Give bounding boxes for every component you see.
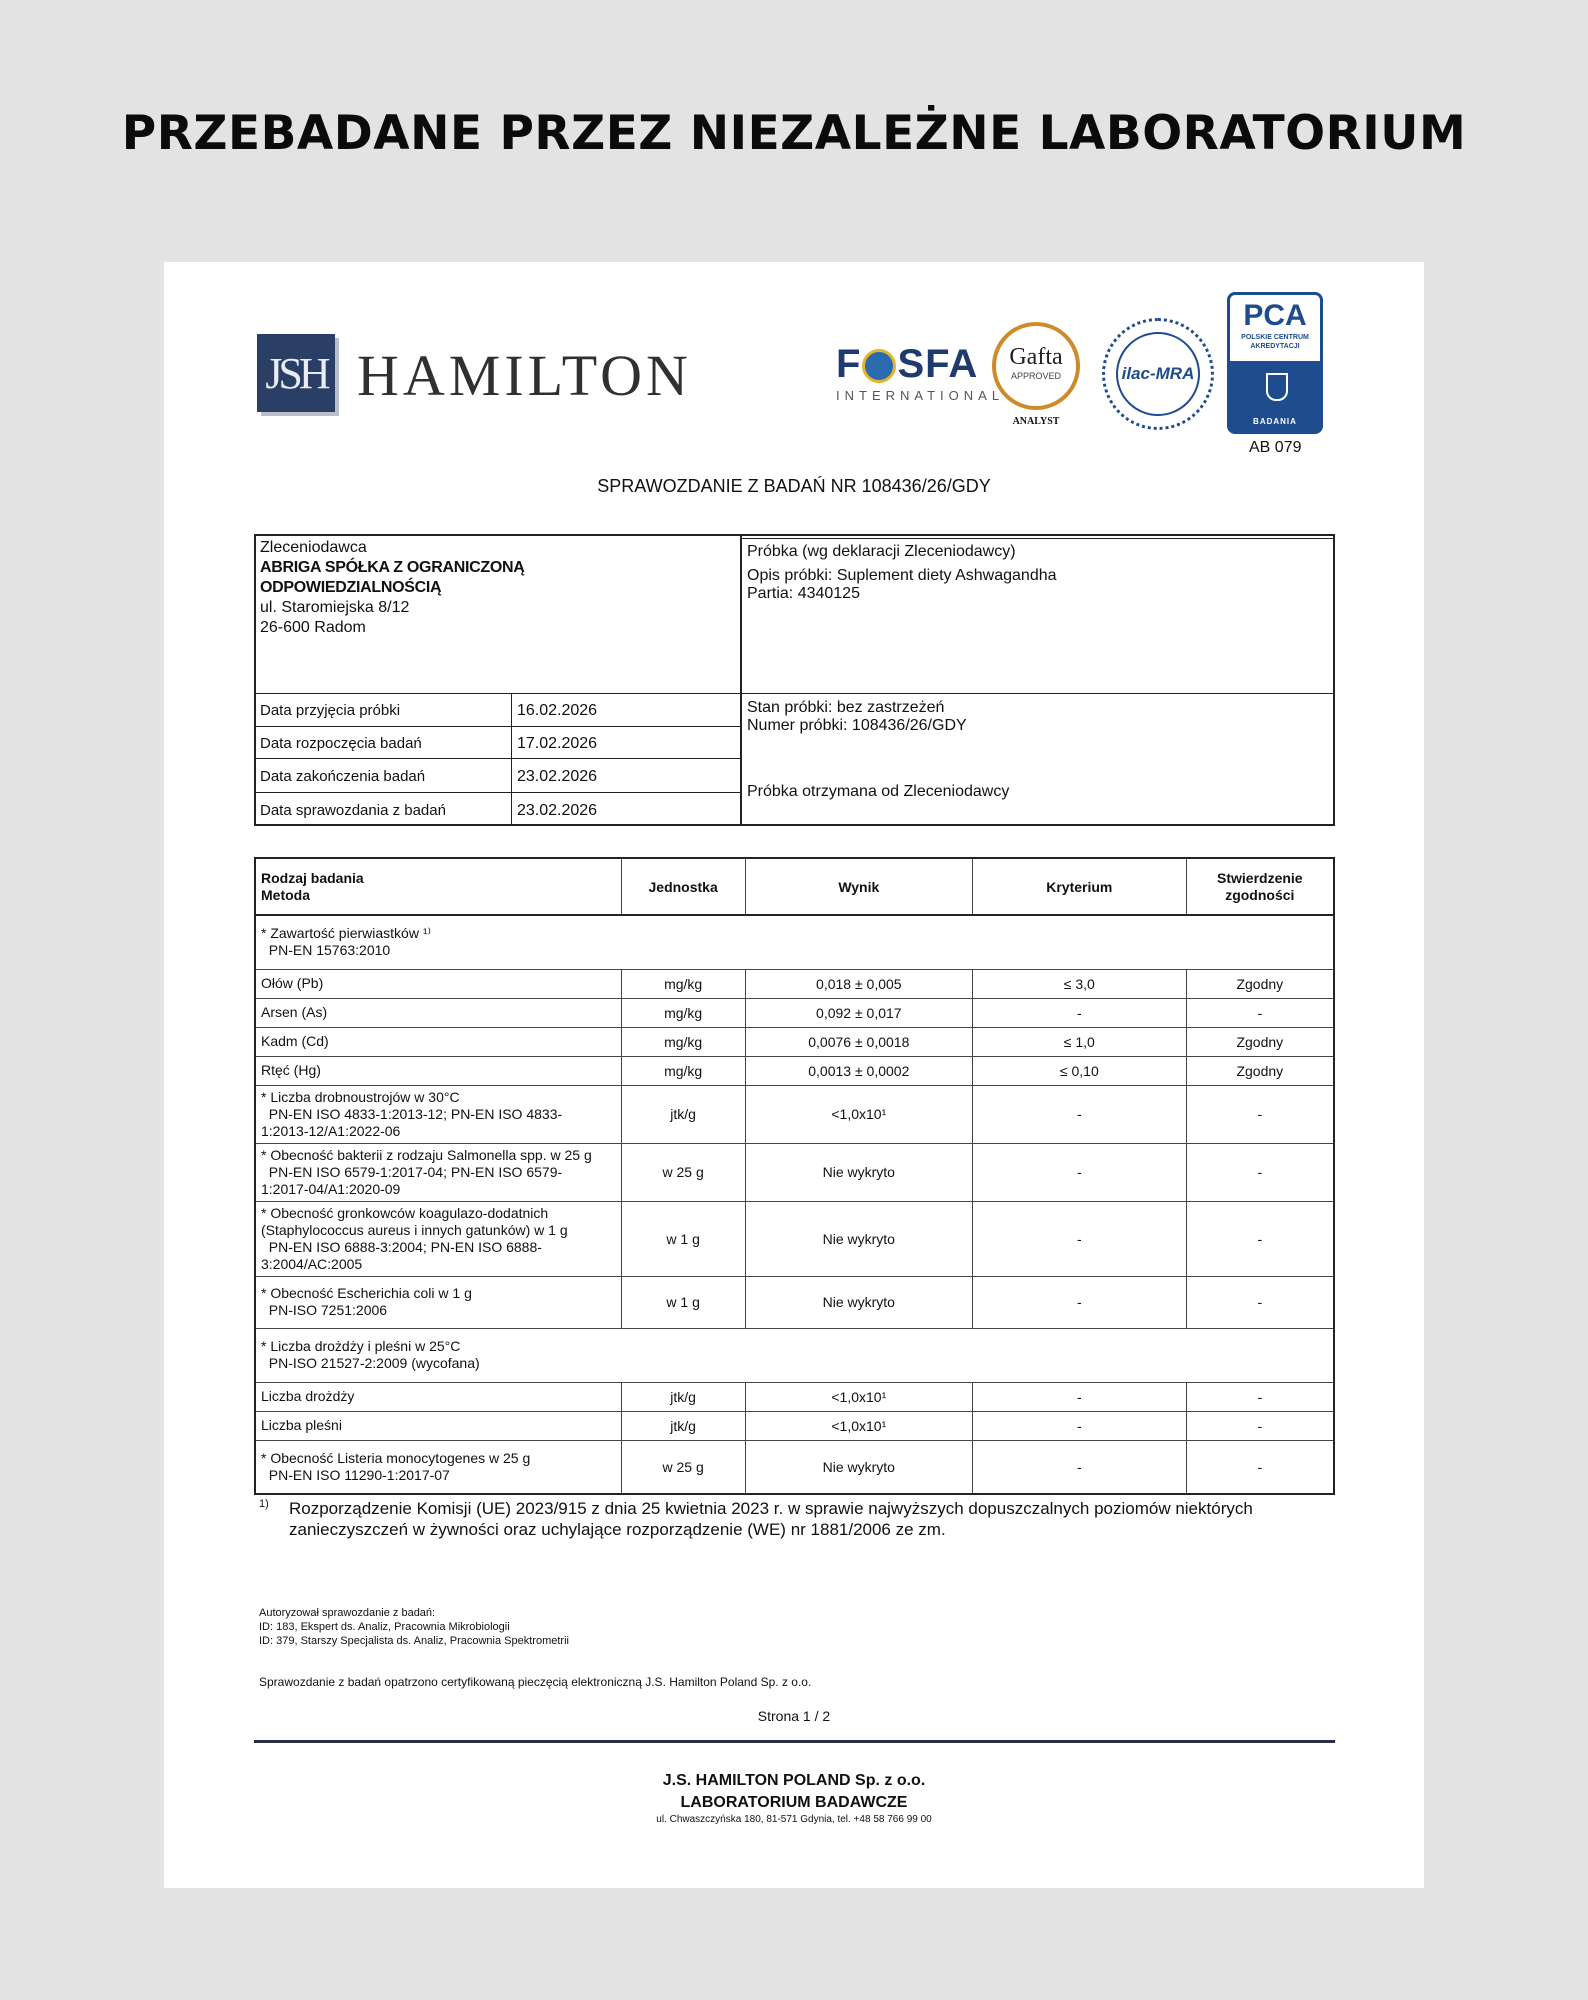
date-value: 17.02.2026: [517, 735, 598, 752]
table-row: * Obecność Escherichia coli w 1 g PN-ISO 7251:2006 w 1 g Nie wykryto - -: [255, 1276, 1334, 1328]
hamilton-logo-text: HAMILTON: [357, 343, 692, 408]
results-table: [254, 857, 1335, 1495]
date-label: Data przyjęcia próbki: [260, 702, 401, 719]
flask-icon: [1266, 373, 1288, 401]
section-row: * Liczba drożdży i pleśni w 25°C PN-ISO 21527-2:2009 (wycofana): [255, 1328, 1334, 1382]
date-value: 23.02.2026: [517, 802, 598, 819]
gafta-logo: Gafta APPROVED: [992, 322, 1080, 410]
table-row: * Obecność gronkowców koagulazo-dodatnich (Staphylococcus aureus i innych gatunków) w 1 g PN-EN ISO 6888-3:2004; PN-EN ISO 6888- 3:2004/AC:2005 w 1 g Nie wykryto - -: [255, 1201, 1334, 1276]
fosfa-logo: F SFA: [836, 342, 979, 386]
header-criterion: Kryterium: [973, 858, 1187, 915]
report-info-block: [254, 534, 1335, 826]
hamilton-logo-mark: JSH: [257, 334, 335, 412]
client-city: 26-600 Radom: [260, 619, 366, 636]
sample-description: Opis próbki: Suplement diety Ashwagandha: [747, 567, 1057, 584]
ilac-mra-logo: ilac-MRA: [1102, 318, 1214, 430]
client-name-line1: ABRIGA SPÓŁKA Z OGRANICZONĄ: [260, 559, 525, 576]
footnote-text: Rozporządzenie Komisji (UE) 2023/915 z dnia 25 kwietnia 2023 r. w sprawie najwyższych dopuszczalnych poziomów niektórych zanieczyszczeń w żywności oraz uchylające rozporządzenie (WE) nr 1881/2006 ze zm.: [289, 1499, 1253, 1539]
header-test-type: Rodzaj badania Metoda: [255, 858, 621, 915]
report-title: SPRAWOZDANIE Z BADAŃ NR 108436/26/GDY: [597, 476, 991, 496]
client-label: Zleceniodawca: [260, 539, 367, 556]
sample-batch: Partia: 4340125: [747, 585, 860, 602]
sample-label: Próbka (wg deklaracji Zleceniodawcy): [747, 543, 1016, 560]
table-row: * Obecność Listeria monocytogenes w 25 g PN-EN ISO 11290-1:2017-07 w 25 g Nie wykryto - -: [255, 1440, 1334, 1494]
table-row: Liczba pleśni jtk/g <1,0x10¹ - -: [255, 1411, 1334, 1440]
table-row: * Obecność bakterii z rodzaju Salmonella spp. w 25 g PN-EN ISO 6579-1:2017-04; PN-EN ISO 6579- 1:2017-04/A1:2020-09 w 25 g Nie wykryto - -: [255, 1143, 1334, 1201]
electronic-seal-note: Sprawozdanie z badań opatrzono certyfikowaną pieczęcią elektroniczną J.S. Hamilton Poland Sp. z o.o.: [259, 1675, 812, 1689]
table-header-row: [255, 858, 1334, 915]
header-conformity: Stwierdzenie zgodności: [1186, 858, 1334, 915]
accreditation-number: AB 079: [1249, 439, 1302, 456]
pca-accreditation-logo: PCA POLSKIE CENTRUM AKREDYTACJI BADANIA: [1227, 292, 1323, 434]
gafta-analyst-label: ANALYST: [1012, 416, 1060, 427]
table-row: Rtęć (Hg) mg/kg 0,0013 ± 0,0002 ≤ 0,10 Zgodny: [255, 1056, 1334, 1085]
table-row: Arsen (As) mg/kg 0,092 ± 0,017 - -: [255, 998, 1334, 1027]
client-street: ul. Staromiejska 8/12: [260, 599, 410, 616]
table-row: Liczba drożdży jtk/g <1,0x10¹ - -: [255, 1382, 1334, 1411]
date-label: Data rozpoczęcia badań: [260, 735, 422, 752]
header-unit: Jednostka: [621, 858, 745, 915]
section-row: * Zawartość pierwiastków ¹⁾ PN-EN 15763:2010: [255, 915, 1334, 969]
table-row: Kadm (Cd) mg/kg 0,0076 ± 0,0018 ≤ 1,0 Zgodny: [255, 1027, 1334, 1056]
date-label: Data sprawozdania z badań: [260, 802, 446, 819]
globe-icon: [862, 349, 896, 383]
date-label: Data zakończenia badań: [260, 768, 426, 785]
footer-divider: [254, 1740, 1335, 1743]
table-row: * Liczba drobnoustrojów w 30°C PN-EN ISO 4833-1:2013-12; PN-EN ISO 4833- 1:2013-12/A1:2022-06 jtk/g <1,0x10¹ - -: [255, 1085, 1334, 1143]
date-value: 16.02.2026: [517, 702, 598, 719]
client-name-line2: ODPOWIEDZIALNOŚCIĄ: [260, 579, 442, 596]
footer-company: J.S. HAMILTON POLAND Sp. z o.o. LABORATORIUM BADAWCZE: [662, 1772, 926, 1811]
footnote-marker: 1): [259, 1498, 269, 1510]
page-number: Strona 1 / 2: [757, 1708, 831, 1724]
header-result: Wynik: [745, 858, 972, 915]
page-headline: PRZEBADANE PRZEZ NIEZALEŻNE LABORATORIUM: [121, 106, 1467, 161]
lab-report-document: [164, 262, 1424, 1888]
date-value: 23.02.2026: [517, 768, 598, 785]
fosfa-subtitle: INTERNATIONAL: [836, 388, 1005, 403]
footer-address: ul. Chwaszczyńska 180, 81-571 Gdynia, tel. +48 58 766 99 00: [656, 1814, 932, 1825]
sample-received: Próbka otrzymana od Zleceniodawcy: [747, 783, 1010, 800]
sample-number: Numer próbki: 108436/26/GDY: [747, 717, 967, 734]
authorization-block: Autoryzował sprawozdanie z badań: ID: 183, Ekspert ds. Analiz, Pracownia Mikrobiologii ID: 379, Starszy Specjalista ds. Analiz, Pracownia Spektrometrii: [259, 1607, 569, 1647]
sample-state: Stan próbki: bez zastrzeżeń: [747, 699, 945, 716]
table-row: Ołów (Pb) mg/kg 0,018 ± 0,005 ≤ 3,0 Zgodny: [255, 969, 1334, 998]
